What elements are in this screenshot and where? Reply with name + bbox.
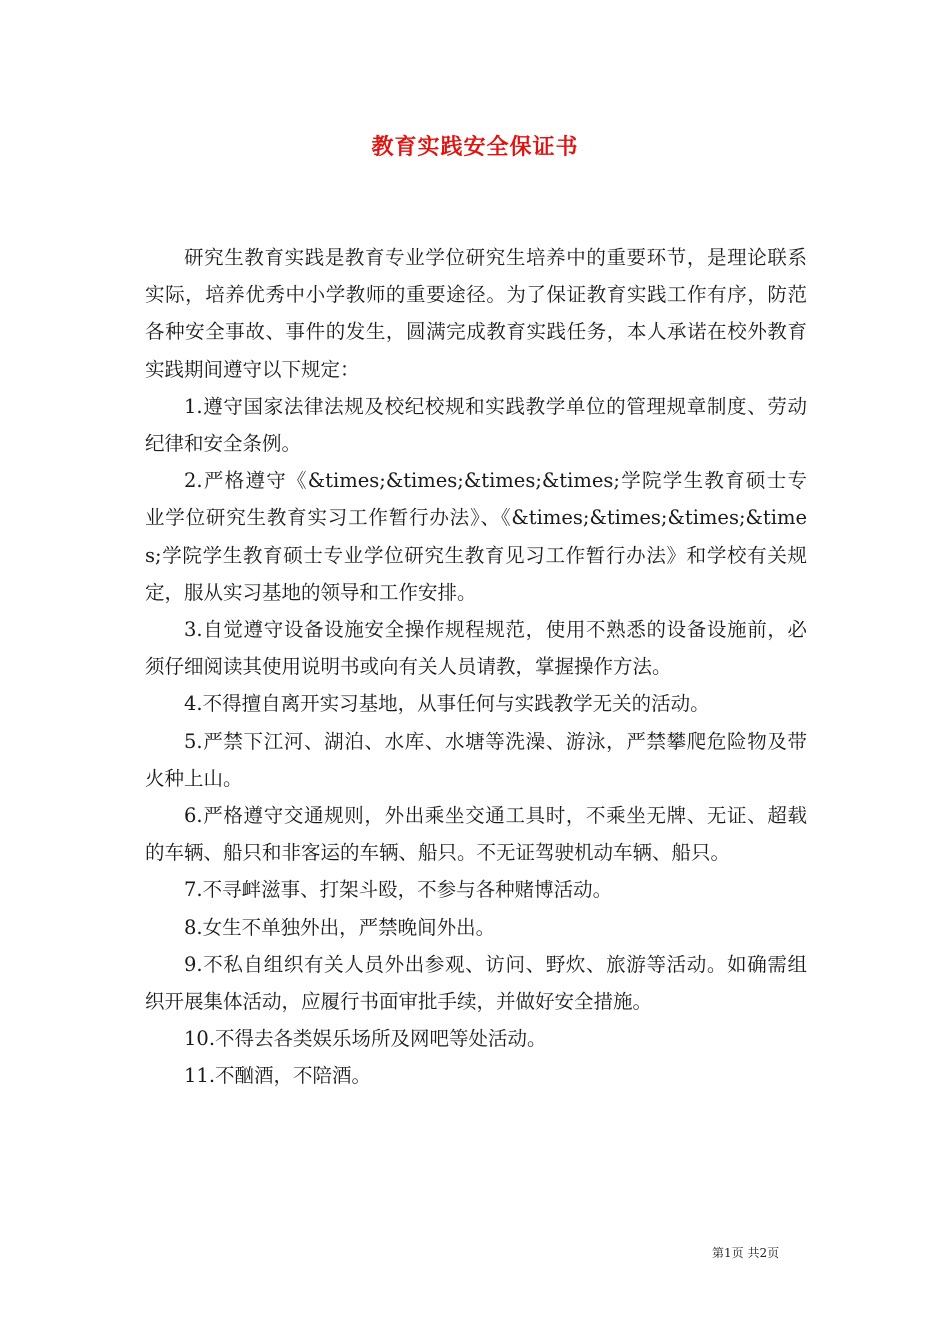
page-number-footer: 第1页 共2页 <box>712 1246 780 1260</box>
rule-item-11: 11.不酗酒，不陪酒。 <box>184 1064 372 1088</box>
rule-item-10: 10.不得去各类娱乐场所及网吧等处活动。 <box>184 1027 547 1051</box>
rule-item-3: 3.自觉遵守设备设施安全操作规程规范，使用不熟悉的设备设施前，必须仔细阅读其使用说明书或向有关人员请教，掌握操作方法。 <box>145 618 807 679</box>
rule-item-1: 1.遵守国家法律法规及校纪校规和实践教学单位的管理规章制度、劳动纪律和安全条例。 <box>145 394 807 456</box>
rule-item-9: 9.不私自组织有关人员外出参观、访问、野炊、旅游等活动。如确需组织开展集体活动，应履行书面审批手续，并做好安全措施。 <box>145 952 807 1014</box>
rule-item-6: 6.严格遵守交通规则，外出乘坐交通工具时，不乘坐无牌、无证、超载的车辆、船只和非客运的车辆、船只。不无证驾驶机动车辆、船只。 <box>145 804 807 865</box>
rule-item-2: 2.严格遵守《&times;&times;&times;&times;学院学生教育硕士专业学位研究生教育实习工作暂行办法》、《&times;&times;&times;&times;学院学生教育硕士专业学位研究生教育见习工作暂行办法》和学校有关规定，服从实习基地的领导和工作安排。 <box>145 469 807 604</box>
intro-paragraph: 研究生教育实践是教育专业学位研究生培养中的重要环节，是理论联系实际，培养优秀中小学教师的重要途径。为了保证教育实践工作有序，防范各种安全事故、事件的发生，圆满完成教育实践任务，本人承诺在校外教育实践期间遵守以下规定： <box>145 246 807 381</box>
rule-item-8: 8.女生不单独外出，严禁晚间外出。 <box>184 915 496 939</box>
document-title: 教育实践安全保证书 <box>371 134 579 160</box>
rule-item-7: 7.不寻衅滋事、打架斗殴，不参与各种赌博活动。 <box>184 878 613 902</box>
document-body <box>145 239 807 1095</box>
rule-item-5: 5.严禁下江河、湖泊、水库、水塘等洗澡、游泳，严禁攀爬危险物及带火种上山。 <box>145 729 807 790</box>
rule-item-4: 4.不得擅自离开实习基地，从事任何与实践教学无关的活动。 <box>184 692 710 716</box>
